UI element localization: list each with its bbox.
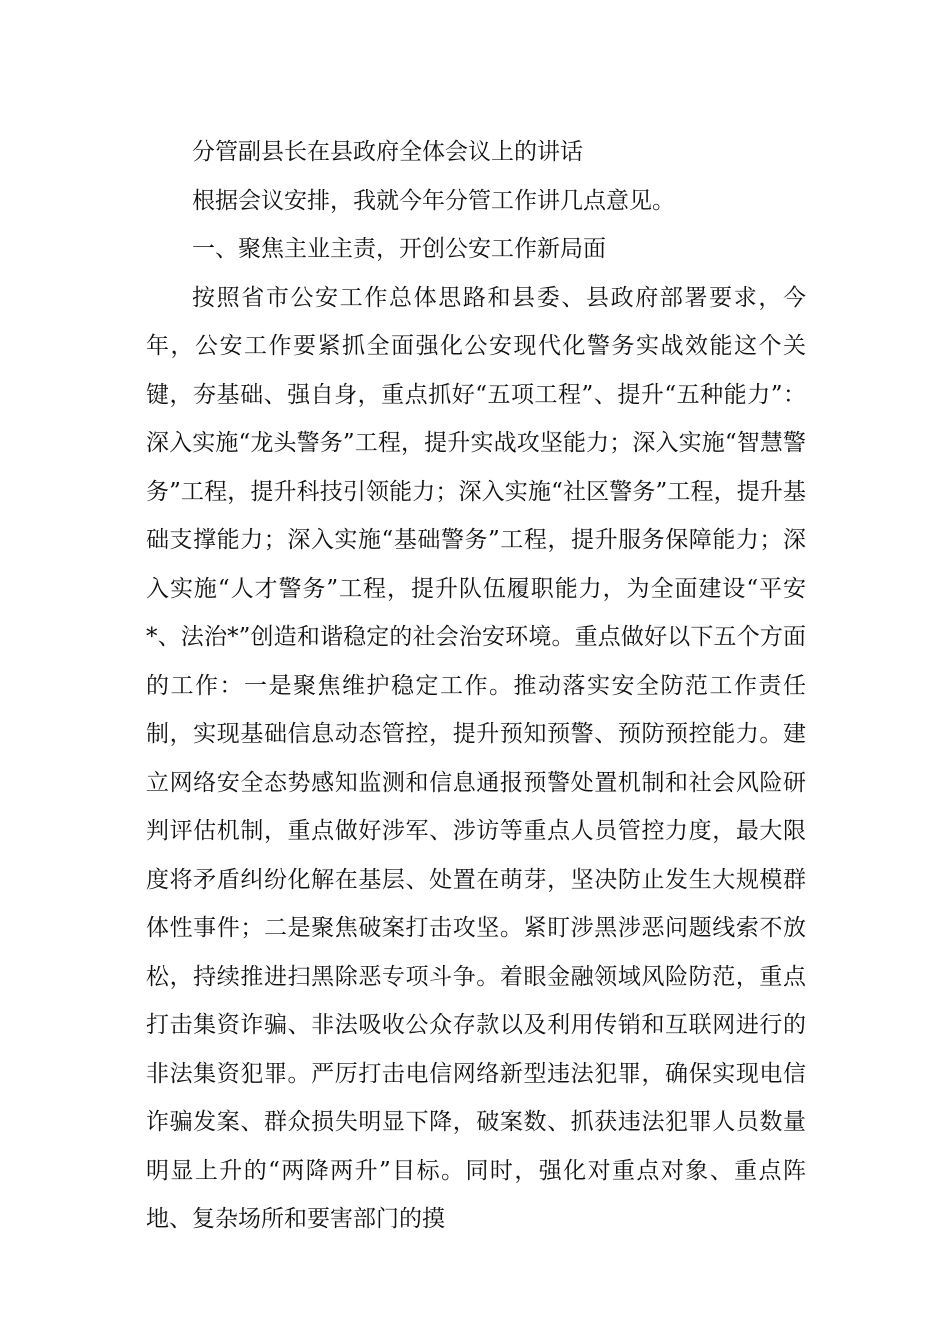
section-heading: 一、聚焦主业主责，开创公安工作新局面 [192, 236, 606, 262]
document-content [146, 128, 806, 1244]
body-paragraph: 按照省市公安工作总体思路和县委、县政府部署要求，今年，公安工作要紧抓全面强化公安现代化警务实战效能这个关键，夯基础、强自身，重点抓好“五项工程”、提升“五种能力”：深入实施“龙头警务”工程，提升实战攻坚能力；深入实施“智慧警务”工程，提升科技引领能力；深入实施“社区警务”工程，提升基础支撑能力；深入实施“基础警务”工程，提升服务保障能力；深入实施“人才警务”工程，提升队伍履职能力，为全面建设“平安*、法治*”创造和谐稳定的社会治安环境。重点做好以下五个方面的工作：一是聚焦维护稳定工作。推动落实安全防范工作责任制，实现基础信息动态管控，提升预知预警、预防预控能力。建立网络安全态势感知监测和信息通报预警处置机制和社会风险研判评估机制，重点做好涉军、涉访等重点人员管控力度，最大限度将矛盾纠纷化解在基层、处置在萌芽，坚决防止发生大规模群体性事件；二是聚焦破案打击攻坚。紧盯涉黑涉恶问题线索不放松，持续推进扫黑除恶专项斗争。着眼金融领域风险防范，重点打击集资诈骗、非法吸收公众存款以及利用传销和互联网进行的非法集资犯罪。严厉打击电信网络新型违法犯罪，确保实现电信诈骗发案、群众损失明显下降，破案数、抓获违法犯罪人员数量明显上升的“两降两升”目标。同时，强化对重点对象、重点阵地、复杂场所和要害部门的摸 [146, 284, 806, 1232]
intro-paragraph: 根据会议安排，我就今年分管工作讲几点意见。 [192, 187, 675, 214]
document-title: 分管副县长在县政府全体会议上的讲话 [192, 139, 583, 165]
